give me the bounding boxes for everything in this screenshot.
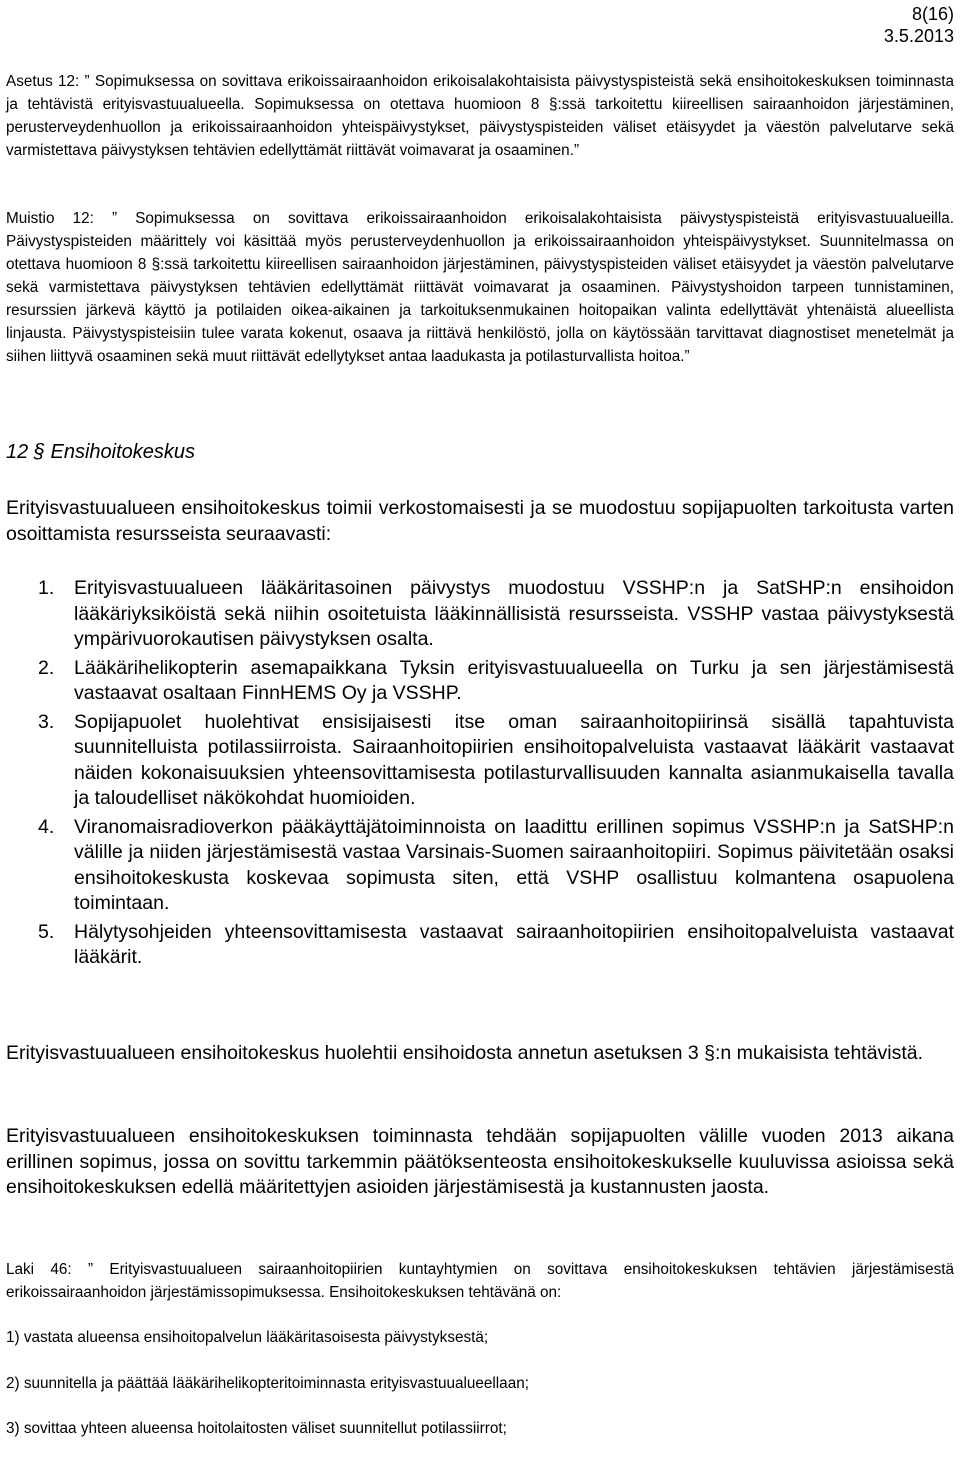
list-item — [6, 656, 954, 707]
resource-list — [6, 576, 954, 974]
list-item-number: 3. — [38, 710, 55, 733]
list-item-text: Lääkärihelikopterin asemapaikkana Tyksin erityisvastuualueella on Turku ja sen järjestämisestä vastaavat osaltaan FinnHEMS Oy ja VSSHP. — [74, 656, 954, 704]
list-item-number: 1. — [38, 577, 55, 599]
asetus-quote: Asetus 12: ” Sopimuksessa on sovittava erikoissairaanhoidon erikoisalakohtaisista päivystyspisteistä sekä ensihoitokeskuksen toiminnasta ja tehtävistä erityisvastuualueella. Sopimuksessa on otettava huomioon 8 §:ssä tarkoitettu kiireellisen sairaanhoidon järjestäminen, perusterveydenhuollon ja erikoissairaanhoidon yhteispäivystykset, päivystyspisteiden väliset etäisyydet ja väestön palvelutarve sekä varmistettava päivystyksen tehtävien edellyttämät riittävät voimavarat ja osaaminen.” — [6, 73, 954, 159]
list-item-number: 4. — [38, 815, 55, 838]
task-item: 3) sovittaa yhteen alueensa hoitolaitosten väliset suunnitellut potilassiirrot; — [6, 1420, 507, 1437]
list-item-number: 5. — [38, 920, 55, 943]
page-header — [884, 3, 954, 47]
list-item-text: Viranomaisradioverkon pääkäyttäjätoiminnoista on laadittu erillinen sopimus VSSHP:n ja SatSHP:n välille ja niiden järjestämisestä vastaa Varsinais-Suomen sairaanhoitopiiri. Sopimus päivitetään osaksi ensihoitokeskusta koskevaa sopimusta siten, että VSHP osallistuu kolmantena osapuolena toimintaan. — [74, 815, 954, 914]
muistio-quote: Muistio 12: ” Sopimuksessa on sovittava erikoissairaanhoidon erikoisalakohtaisista päivystyspisteistä erityisvastuualueilla. Päivystyspisteiden määrittely voi käsittää myös perusterveydenhuollon ja erikoissairaanhoidon yhteispäivystykset. Suunnitelmassa on otettava huomioon 8 §:ssä tarkoitettu kiireellisen sairaanhoidon järjestäminen, päivystyspisteiden väliset etäisyydet ja väestön palvelutarve sekä varmistettava päivystyksen tehtävien edellyttämät riittävät voimavarat ja osaaminen. Päivystyshoidon tarpeen tunnistaminen, resurssien järkevä käyttö ja potilaiden oikea-aikainen ja tarkoituksenmukainen hoitopaikan valinta edellyttävät yhtenäistä alueellista linjausta. Päivystyspisteisiin tulee varata kokenut, osaava ja riittävä henkilöstö, jolla on käytössään tarvittavat diagnostiset menetelmät ja siihen liittyvä osaaminen sekä muut riittävät edellytykset antaa laadukasta ja potilasturvallista hoitoa.” — [6, 210, 954, 365]
document-date: 3.5.2013 — [883, 26, 954, 46]
section-heading: 12 § Ensihoitokeskus — [6, 441, 196, 463]
list-item — [6, 920, 954, 971]
task-item: 2) suunnitella ja päättää lääkärihelikopteritoiminnasta erityisvastuualueellaan; — [6, 1374, 529, 1392]
body-paragraph: Erityisvastuualueen ensihoitokeskus huolehtii ensihoidosta annetun asetuksen 3 §:n mukaisista tehtävistä. — [6, 1042, 924, 1064]
section-intro: Erityisvastuualueen ensihoitokeskus toimii verkostomaisesti ja se muodostuu sopijapuolten tarkoitusta varten osoittamista resursseista seuraavasti: — [6, 497, 954, 545]
list-item-number: 2. — [38, 656, 55, 679]
list-item — [6, 710, 954, 812]
task-item: 1) vastata alueensa ensihoitopalvelun lääkäritasoisesta päivystyksestä; — [6, 1329, 489, 1346]
page-number: 8(16) — [911, 4, 954, 24]
body-paragraph: Erityisvastuualueen ensihoitokeskuksen toiminnasta tehdään sopijapuolten välille vuoden 2013 aikana erillinen sopimus, jossa on sovittu tarkemmin päätöksenteosta ensihoitokeskukselle kuuluvissa asioissa sekä ensihoitokeskuksen edellä määritettyjen asioiden järjestämisestä ja kustannusten jaosta. — [6, 1125, 954, 1198]
laki-quote: Laki 46: ” Erityisvastuualueen sairaanhoitopiirien kuntayhtymien on sovittava ensihoitokeskuksen tehtävien järjestämisestä erikoissairaanhoidon järjestämissopimuksessa. Ensihoitokeskuksen tehtävänä on: — [6, 1261, 954, 1301]
list-item-text: Sopijapuolet huolehtivat ensisijaisesti itse oman sairaanhoitopiirinsä sisällä tapahtuvista suunnitelluista potilassiirroista. Sairaanhoitopiirien ensihoitopalveluista vastaavat lääkärit vastaavat näiden kokonaisuuksien yhteensovittamisesta potilasturvallisuuden kannalta asianmukaisella tavalla ja taloudelliset näkökohdat huomioiden. — [74, 710, 954, 809]
list-item-text: Erityisvastuualueen lääkäritasoinen päivystys muodostuu VSSHP:n ja SatSHP:n ensihoidon lääkäriyksiköistä sekä niihin osoitetuista lääkinnällisistä resursseista. VSSHP vastaa päivystyksestä ympärivuorokautisen päivystyksen osalta. — [74, 577, 954, 650]
list-item — [6, 815, 954, 917]
task-list — [6, 1326, 954, 1463]
list-item — [6, 576, 954, 653]
list-item-text: Hälytysohjeiden yhteensovittamisesta vastaavat sairaanhoitopiirien ensihoitopalveluista vastaavat lääkärit. — [74, 920, 954, 968]
